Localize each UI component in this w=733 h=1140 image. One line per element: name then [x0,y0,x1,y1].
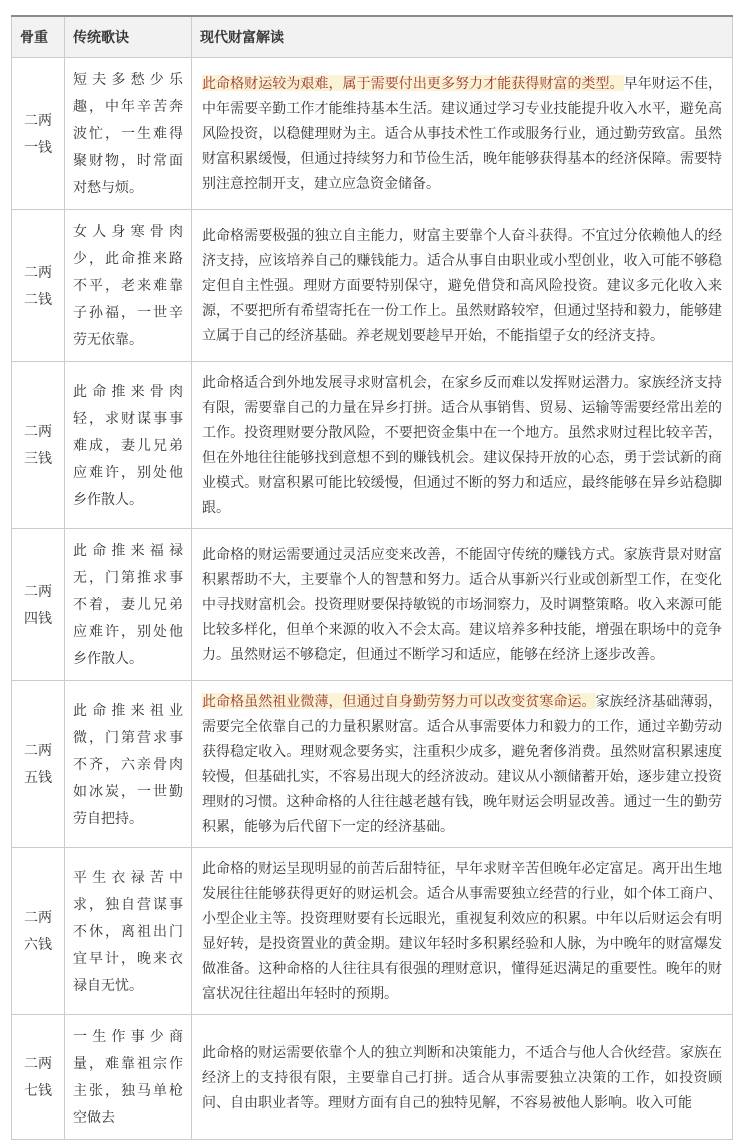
table-row [12,848,733,1015]
column-header-modern-wealth-interpretation: 现代财富解读 [192,16,733,58]
column-header-traditional-verse: 传统歌诀 [65,16,192,58]
interpretation-text: 此命格的财运需要通过灵活应变来改善，不能固守传统的赚钱方式。家族背景对财富积累帮助不大，主要靠个人的智慧和努力。适合从事新兴行业或创新型工作，在变化中寻找财富机会。投资理财要保持敏锐的市场洞察力，及时调整策略。收入来源可能比较多样化，但单个来源的收入不会太高。建议培养多种技能，增强在职场中的竞争力。虽然财运不够稳定，但通过不断学习和适应，能够在经济上逐步改善。 [202,546,722,662]
bone-weight-cell [12,362,65,529]
table-row [12,681,733,848]
bone-weight-cell [12,210,65,362]
bone-weight-value: 二两四钱 [24,582,52,626]
interpretation-text: 此命格的财运需要依靠个人的独立判断和决策能力，不适合与他人合伙经营。家族在经济上的支持很有限，主要靠自己打拼。适合从事需要独立决策的工作，如投资顾问、自由职业者等。理财方面有自己的独特见解，不容易被他人影响。收入可能 [202,1043,722,1110]
highlighted-sentence: 此命格虽然祖业微薄，但通过自身勤劳努力可以改变贫寒命运。 [202,693,596,709]
verse-text: 短夫多愁少乐趣，中年辛苦奔波忙，一生难得聚财物，时常面对愁与烦。 [73,71,183,195]
highlighted-sentence: 此命格财运较为艰难，属于需要付出更多努力才能获得财富的类型。 [202,75,624,91]
interpretation-text: 此命格的财运呈现明显的前苦后甜特征，早年求财辛苦但晚年必定富足。离开出生地发展往往能够获得更好的财运机会。适合从事需要独立经营的行业，如个体工商户、小型企业主等。投资理财要有长远眼光，重视复利效应的积累。中年以后财运会有明显好转，是投资置业的黄金期。建议年轻时多积累经验和人脉，为中晚年的财富爆发做准备。这种命格的人往往具有很强的理财意识，懂得延迟满足的重要性。晚年的财富状况往往超出年轻时的预期。 [202,860,722,1001]
verse-text: 平生衣禄苦中求，独自营谋事不休，离祖出门宜早计，晚来衣禄自无忧。 [73,868,183,993]
interpretation-text: 此命格需要极强的独立自主能力，财富主要靠个人奋斗获得。不宜过分依赖他人的经济支持，应该培养自己的赚钱能力。适合从事自由职业或小型创业，收入可能不够稳定但自主性强。理财方面要特别保守，避免借贷和高风险投资。建议多元化收入来源，不要把所有希望寄托在一份工作上。虽然财路较窄，但通过坚持和毅力，能够建立属于自己的经济基础。养老规划要趁早开始，不能指望子女的经济支持。 [202,227,722,343]
interpretation-text: 早年财运不佳，中年需要辛勤工作才能维持基本生活。建议通过学习专业技能提升收入水平，避免高风险投资，以稳健理财为主。适合从事技术性工作或服务行业，通过勤劳致富。虽然财富积累缓慢，但通过持续努力和节俭生活，晚年能够获得基本的经济保障。需要特别注意控制开支，建立应急资金储备。 [202,75,723,191]
verse-cell [65,362,192,529]
fortune-table-container [11,15,723,1140]
interpretation-cell [192,210,733,362]
verse-text: 此命推来福禄无，门第推求事不着，妻儿兄弟应难许，别处他乡作散人。 [73,542,183,666]
bone-weight-cell [12,58,65,210]
interpretation-cell [192,58,733,210]
verse-text: 此命推来骨肉轻，求财谋事事难成，妻儿兄弟应难许，别处他乡作散人。 [73,382,183,507]
table-row [12,210,733,362]
verse-text: 一生作事少商量，难靠祖宗作主张，独马单枪空做去 [73,1028,183,1125]
bone-weight-value: 二两五钱 [24,742,52,785]
verse-text: 女人身寒骨肉少，此命推来路不平，老来难靠子孙福，一世辛劳无依靠。 [73,223,183,347]
table-body [12,58,733,1140]
bone-weight-cell [12,529,65,681]
bone-weight-cell [12,1015,65,1140]
bone-weight-value: 二两一钱 [24,111,52,155]
interpretation-cell [192,681,733,848]
interpretation-text: 家族经济基础薄弱，需要完全依靠自己的力量积累财富。适合从事需要体力和毅力的工作，通过辛勤劳动获得稳定收入。理财观念要务实，注重积少成多，避免奢侈消费。虽然财富积累速度较慢，但基础扎实，不容易出现大的经济波动。建议从小额储蓄开始，逐步建立投资理财的习惯。这种命格的人往往越老越有钱，晚年财运会明显改善。通过一生的勤劳积累，能够为后代留下一定的经济基础。 [202,693,723,834]
bone-weight-value: 二两二钱 [24,263,52,307]
interpretation-cell [192,529,733,681]
table-row [12,362,733,529]
table-row [12,1015,733,1140]
verse-cell [65,681,192,848]
interpretation-text: 此命格适合到外地发展寻求财富机会，在家乡反而难以发挥财运潜力。家族经济支持有限，需要靠自己的力量在异乡打拼。适合从事销售、贸易、运输等需要经常出差的工作。投资理财要分散风险，不要把资金集中在一个地方。虽然求财过程比较辛苦，但在外地往往能够找到意想不到的赚钱机会。建议保持开放的心态，勇于尝试新的商业模式。财富积累可能比较缓慢，但通过不断的努力和适应，最终能够在异乡站稳脚跟。 [202,374,722,515]
bone-weight-value: 二两七钱 [24,1055,52,1098]
verse-cell [65,210,192,362]
bone-weight-cell [12,848,65,1015]
verse-cell [65,529,192,681]
verse-cell [65,848,192,1015]
table-row [12,529,733,681]
bone-weight-value: 二两六钱 [24,909,52,952]
table-row [12,58,733,210]
verse-cell [65,58,192,210]
interpretation-cell [192,362,733,529]
verse-text: 此命推来祖业微，门第营求事不齐，六亲骨肉如冰炭，一世勤劳自把持。 [73,701,183,826]
bone-weight-value: 二两三钱 [24,423,52,466]
interpretation-cell [192,1015,733,1140]
table-header [12,16,733,58]
interpretation-cell [192,848,733,1015]
bone-weight-cell [12,681,65,848]
bone-weight-fortune-table [11,15,733,1140]
verse-cell [65,1015,192,1140]
column-header-bone-weight: 骨重 [12,16,65,58]
